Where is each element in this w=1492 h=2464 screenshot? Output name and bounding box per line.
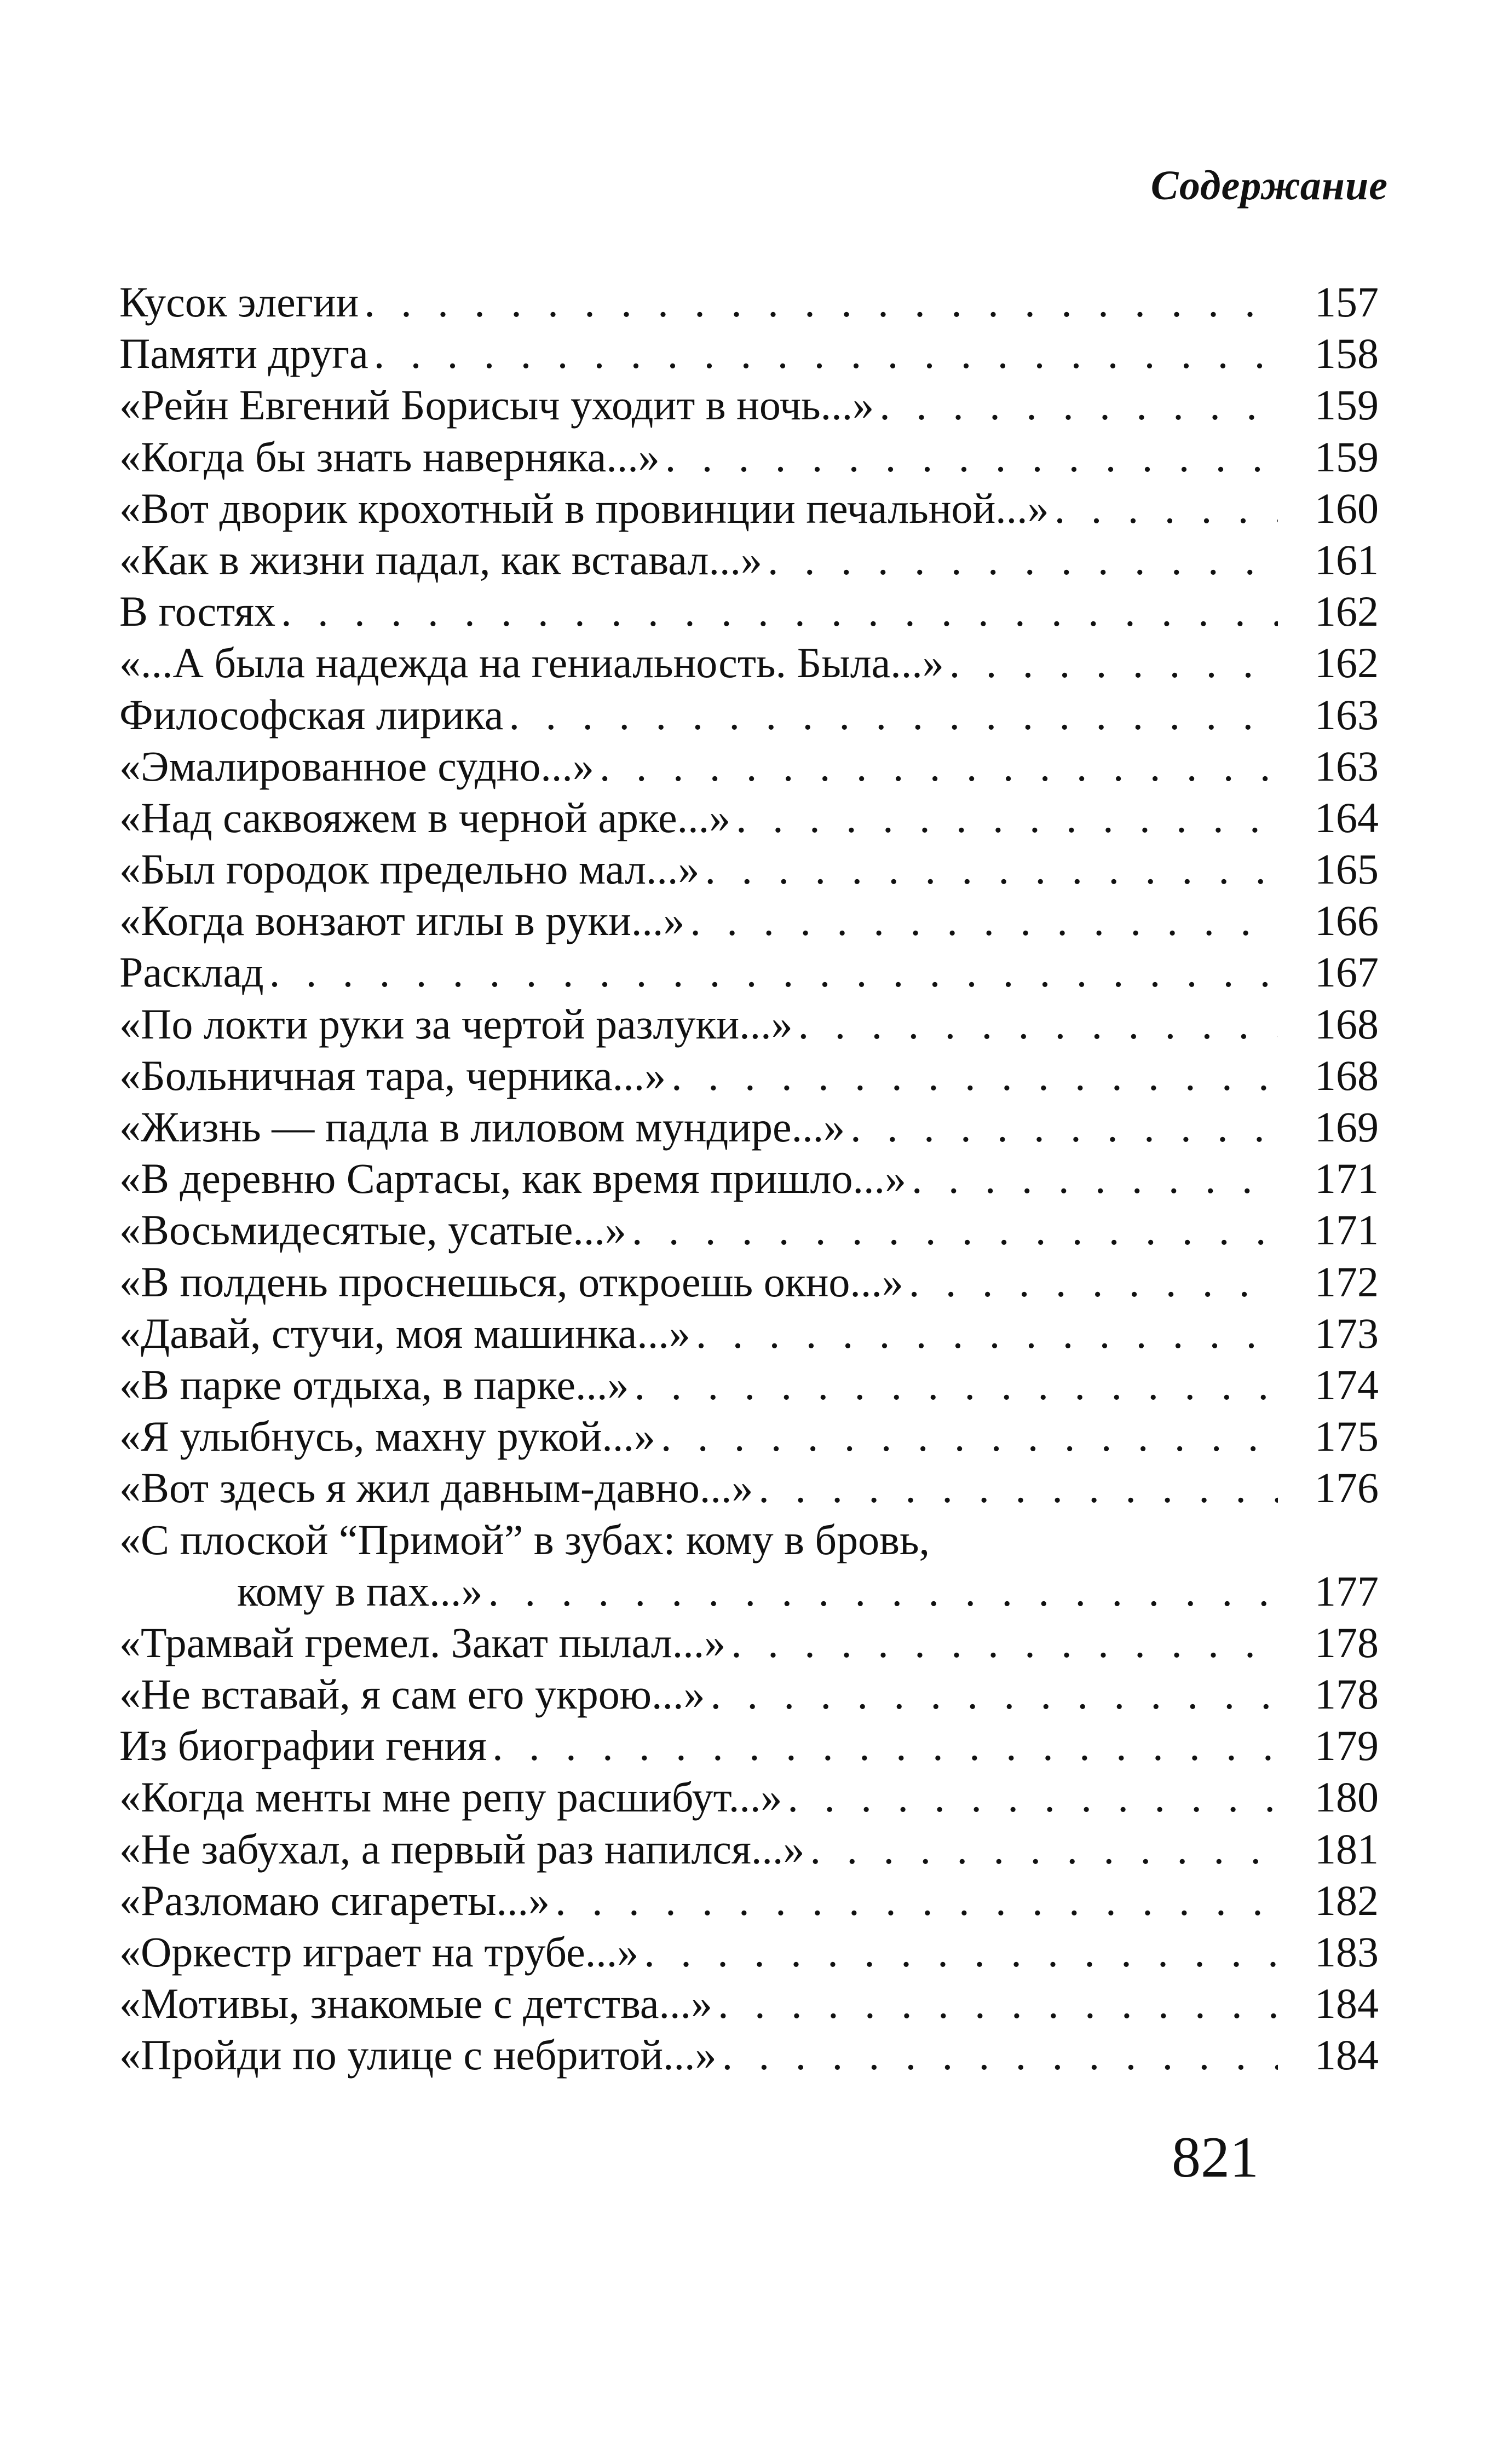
dot-leader — [718, 1978, 1278, 2029]
toc-entry-title: «Был городок предельно мал...» — [119, 845, 700, 893]
dot-leader — [850, 1101, 1278, 1153]
toc-entry-title: «Мотивы, знакомые с детства...» — [119, 1980, 713, 2028]
toc-entry-title: «Я улыбнусь, махну рукой...» — [119, 1412, 655, 1461]
toc-entry-page: 167 — [1315, 948, 1379, 996]
toc-entry — [119, 1050, 1379, 1101]
toc-entry — [119, 586, 1379, 637]
dot-leader — [798, 999, 1278, 1050]
toc-entry-title: «Оркестр играет на трубе...» — [119, 1928, 639, 1976]
dot-leader — [509, 689, 1278, 741]
toc-entry — [119, 1256, 1379, 1308]
toc-entry — [119, 1617, 1379, 1669]
toc-entry — [119, 379, 1379, 431]
toc-entry — [119, 1720, 1379, 1771]
toc-entry — [119, 1308, 1379, 1359]
dot-leader — [696, 1308, 1278, 1359]
toc-entry-page: 164 — [1315, 793, 1379, 841]
toc-entry-title: «Над саквояжем в черной арке...» — [119, 793, 731, 841]
toc-entry-title: «Трамвай гремел. Закат пылал...» — [119, 1618, 726, 1666]
toc-entry-title: Памяти друга — [119, 330, 368, 378]
toc-entry-title: «...А была надежда на гениальность. Была...» — [119, 639, 944, 687]
toc-entry-title: «Рейн Евгений Борисыч уходит в ночь...» — [119, 381, 874, 429]
toc-entry-page: 184 — [1315, 2031, 1379, 2079]
toc-entry-title: «Жизнь — падла в лиловом мундире...» — [119, 1103, 845, 1151]
toc-entry-title: «В деревню Сартасы, как время пришло...» — [119, 1155, 906, 1203]
dot-leader — [364, 276, 1278, 328]
toc-entry-title: «Когда менты мне репу расшибут...» — [119, 1773, 782, 1821]
toc-entry — [119, 1359, 1379, 1411]
toc-entry-page: 163 — [1315, 742, 1379, 790]
toc-entry — [119, 1101, 1379, 1153]
toc-entry-page: 178 — [1315, 1670, 1379, 1718]
toc-entry — [119, 1771, 1379, 1823]
toc-entry-page: 169 — [1315, 1103, 1379, 1151]
toc-entry-title: «В полдень проснешься, откроешь окно...» — [119, 1257, 903, 1306]
toc-entry-title: «Не забухал, а первый раз напился...» — [119, 1825, 805, 1873]
dot-leader — [768, 534, 1278, 586]
toc-entry — [119, 1566, 1379, 1617]
dot-leader — [909, 1256, 1278, 1308]
dot-leader — [705, 844, 1278, 895]
toc-entry — [119, 431, 1379, 483]
toc-entry — [119, 1153, 1379, 1204]
toc-entry-title: Кусок элегии — [119, 278, 359, 326]
toc-entry — [119, 1926, 1379, 1978]
toc-entry-page: 179 — [1315, 1722, 1379, 1770]
dot-leader — [787, 1771, 1278, 1823]
dot-leader — [555, 1875, 1278, 1926]
dot-leader — [879, 379, 1278, 431]
toc-entry-title: «Давай, стучи, моя машинка...» — [119, 1309, 690, 1357]
toc-entry-title: «По локти руки за чертой разлуки...» — [119, 1000, 793, 1048]
dot-leader — [632, 1204, 1278, 1256]
dot-leader — [600, 741, 1278, 792]
toc-entry-page: 159 — [1315, 432, 1379, 481]
dot-leader — [374, 328, 1278, 379]
toc-entry-title: кому в пах...» — [237, 1567, 483, 1615]
toc-entry — [119, 534, 1379, 586]
toc-entry-page: 162 — [1315, 587, 1379, 636]
toc-entry — [119, 1824, 1379, 1875]
toc-entry-page: 175 — [1315, 1412, 1379, 1461]
toc-entry-page: 168 — [1315, 1000, 1379, 1048]
dot-leader — [722, 2029, 1278, 2081]
toc-entry-page: 160 — [1315, 484, 1379, 532]
toc-entry — [119, 792, 1379, 844]
toc-entry-page: 162 — [1315, 639, 1379, 687]
toc-entry-page: 157 — [1315, 278, 1379, 326]
dot-leader — [810, 1824, 1278, 1875]
toc-entry-title: «Вот здесь я жил давным-давно...» — [119, 1464, 753, 1512]
toc-entry-title: Расклад — [119, 948, 264, 996]
dot-leader — [690, 895, 1278, 947]
dot-leader — [731, 1617, 1278, 1669]
toc-entry — [119, 1204, 1379, 1256]
dot-leader — [912, 1153, 1278, 1204]
toc-entry — [119, 689, 1379, 741]
toc-entry-page: 177 — [1315, 1567, 1379, 1615]
dot-leader — [758, 1462, 1278, 1514]
toc-entry-title: «С плоской “Примой” в зубах: кому в бровь, — [119, 1515, 930, 1563]
toc-entry-page: 180 — [1315, 1773, 1379, 1821]
toc-entry — [119, 276, 1379, 328]
toc-entry — [119, 637, 1379, 689]
dot-leader — [1055, 483, 1278, 534]
running-head: Содержание — [1150, 163, 1388, 209]
toc-entry-page: 184 — [1315, 1980, 1379, 2028]
toc-entry — [119, 1875, 1379, 1926]
toc-entry — [119, 1462, 1379, 1514]
toc-entry-page: 181 — [1315, 1825, 1379, 1873]
dot-leader — [269, 947, 1278, 998]
dot-leader — [488, 1566, 1278, 1617]
table-of-contents — [119, 276, 1379, 2081]
toc-entry-title: «Вот дворик крохотный в провинции печальной...» — [119, 484, 1049, 532]
toc-entry-page: 174 — [1315, 1360, 1379, 1409]
toc-entry — [119, 483, 1379, 534]
toc-entry — [119, 1978, 1379, 2029]
dot-leader — [711, 1669, 1278, 1720]
toc-entry — [119, 1669, 1379, 1720]
toc-entry — [119, 1411, 1379, 1462]
toc-entry-title: «Когда бы знать наверняка...» — [119, 432, 660, 481]
toc-entry-title: «Как в жизни падал, как вставал...» — [119, 535, 762, 584]
toc-entry — [119, 895, 1379, 947]
toc-entry-title: Философская лирика — [119, 690, 504, 738]
toc-entry-title: «Больничная тара, черника...» — [119, 1051, 666, 1099]
toc-entry-page: 178 — [1315, 1618, 1379, 1666]
toc-entry-page: 159 — [1315, 381, 1379, 429]
toc-entry-page: 171 — [1315, 1206, 1379, 1254]
toc-entry-title: Из биографии гения — [119, 1722, 487, 1770]
dot-leader — [671, 1050, 1278, 1101]
toc-entry-page: 176 — [1315, 1464, 1379, 1512]
dot-leader — [661, 1411, 1278, 1462]
dot-leader — [281, 586, 1278, 637]
toc-entry-page: 182 — [1315, 1876, 1379, 1924]
toc-entry-title: В гостях — [119, 587, 276, 636]
dot-leader — [736, 792, 1278, 844]
toc-entry-page: 165 — [1315, 845, 1379, 893]
dot-leader — [949, 637, 1278, 689]
toc-entry-page: 168 — [1315, 1051, 1379, 1099]
toc-entry — [119, 999, 1379, 1050]
toc-entry — [119, 741, 1379, 792]
dot-leader — [644, 1926, 1278, 1978]
toc-entry-title: «Пройди по улице с небритой...» — [119, 2031, 717, 2079]
toc-entry-title: «Когда вонзают иглы в руки...» — [119, 897, 685, 945]
toc-entry — [119, 328, 1379, 379]
page-number: 821 — [1172, 2125, 1259, 2189]
toc-entry-page: 163 — [1315, 690, 1379, 738]
toc-entry-title: «Восьмидесятые, усатые...» — [119, 1206, 626, 1254]
dot-leader — [634, 1359, 1278, 1411]
toc-entry — [119, 2029, 1379, 2081]
toc-entry-page: 166 — [1315, 897, 1379, 945]
toc-entry-page: 183 — [1315, 1928, 1379, 1976]
toc-entry-title: «Эмалированное судно...» — [119, 742, 594, 790]
toc-entry-title: «Разломаю сигареты...» — [119, 1876, 550, 1924]
toc-entry-title: «Не вставай, я сам его укрою...» — [119, 1670, 705, 1718]
toc-entry-page: 172 — [1315, 1257, 1379, 1306]
toc-entry — [119, 844, 1379, 895]
toc-entry-page: 171 — [1315, 1155, 1379, 1203]
toc-entry — [119, 1514, 1379, 1566]
toc-entry — [119, 947, 1379, 998]
toc-entry-page: 173 — [1315, 1309, 1379, 1357]
dot-leader — [665, 431, 1278, 483]
toc-entry-page: 158 — [1315, 330, 1379, 378]
toc-entry-title: «В парке отдыха, в парке...» — [119, 1360, 629, 1409]
toc-entry-page: 161 — [1315, 535, 1379, 584]
dot-leader — [492, 1720, 1278, 1771]
